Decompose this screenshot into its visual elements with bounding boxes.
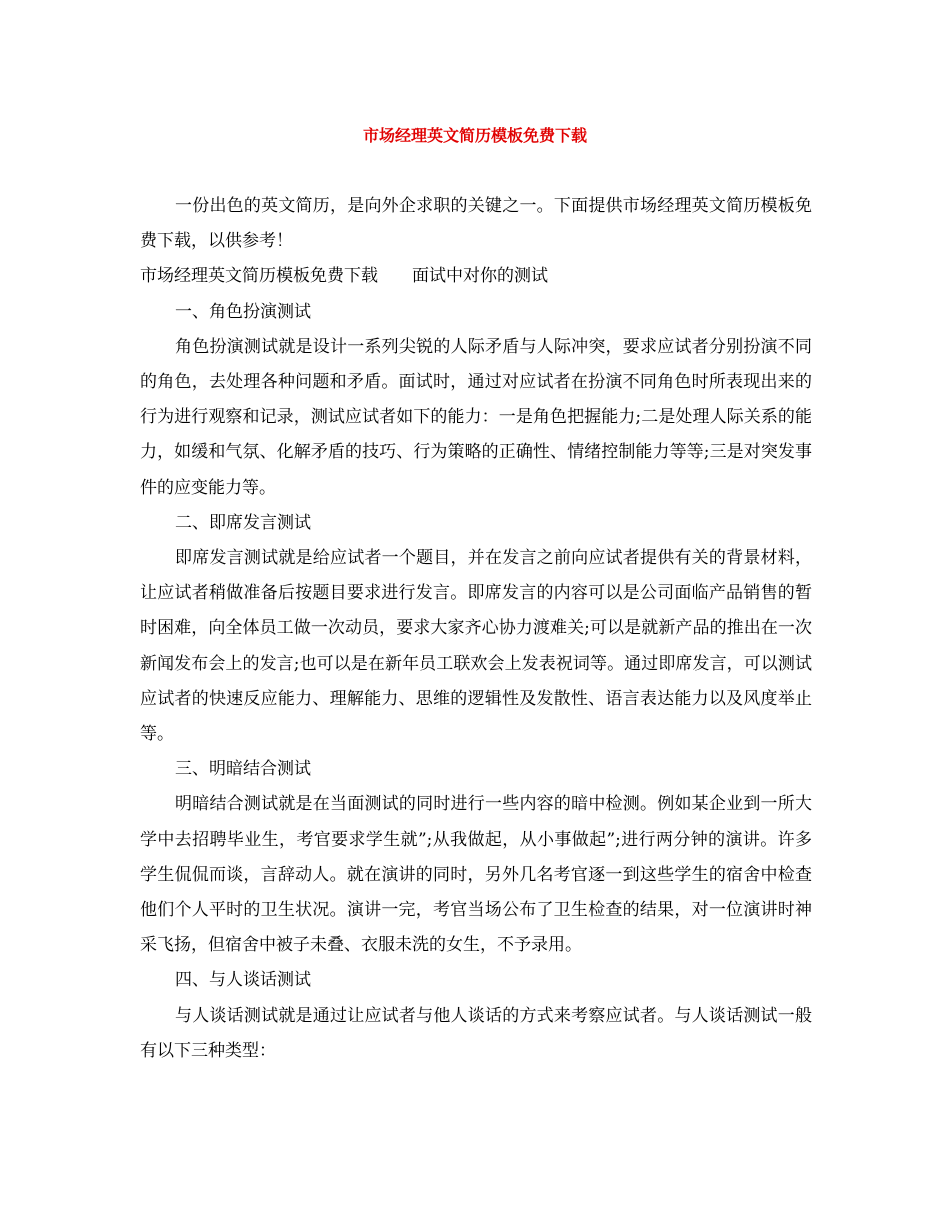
section-paragraph-4: 与人谈话测试就是通过让应试者与他人谈话的方式来考察应试者。与人谈话测试一般有以下三种类型： — [140, 1005, 812, 1061]
section-heading-4: 四、与人谈话测试 — [175, 970, 311, 991]
section-heading-1: 一、角色扮演测试 — [175, 301, 311, 322]
section-paragraph-2: 即席发言测试就是给应试者一个题目，并在发言之前向应试者提供有关的背景材料，让应试者稍做准备后按题目要求进行发言。即席发言的内容可以是公司面临产品销售的暂时困难，向全体员工做一次动员，要求大家齐心协力渡难关;可以是就新产品的推出在一次新闻发布会上的发言;也可以是在新年员工联欢会上发表祝词等。通过即席发言，可以测试应试者的快速反应能力、理解能力、思维的逻辑性及发散性、语言表达能力以及风度举止等。 — [140, 548, 812, 745]
document-title: 市场经理英文简历模板免费下载 — [362, 126, 587, 145]
intro-paragraph: 一份出色的英文简历，是向外企求职的关键之一。下面提供市场经理英文简历模板免费下载，以供参考！ — [140, 196, 812, 252]
section-heading-2: 二、即席发言测试 — [175, 512, 311, 533]
document-body — [140, 189, 812, 1069]
section-paragraph-3: 明暗结合测试就是在当面测试的同时进行一些内容的暗中检测。例如某企业到一所大学中去招聘毕业生，考官要求学生就”;从我做起，从小事做起”;进行两分钟的演讲。许多学生侃侃而谈，言辞动人。就在演讲的同时，另外几名考官逐一到这些学生的宿舍中检查他们个人平时的卫生状况。演讲一完，考官当场公布了卫生检查的结果，对一位演讲时神采飞扬，但宿舍中被子未叠、衣服未洗的女生，不予录用。 — [140, 794, 812, 956]
section-paragraph-1: 角色扮演测试就是设计一系列尖锐的人际矛盾与人际冲突，要求应试者分别扮演不同的角色，去处理各种问题和矛盾。面试时，通过对应试者在扮演不同角色时所表现出来的行为进行观察和记录，测试应试者如下的能力：一是角色把握能力;二是处理人际关系的能力，如缓和气氛、化解矛盾的技巧、行为策略的正确性、情绪控制能力等等;三是对突发事件的应变能力等。 — [140, 336, 812, 498]
subtitle-line: 市场经理英文简历模板免费下载 面试中对你的测试 — [140, 266, 548, 287]
section-heading-3: 三、明暗结合测试 — [175, 759, 311, 780]
